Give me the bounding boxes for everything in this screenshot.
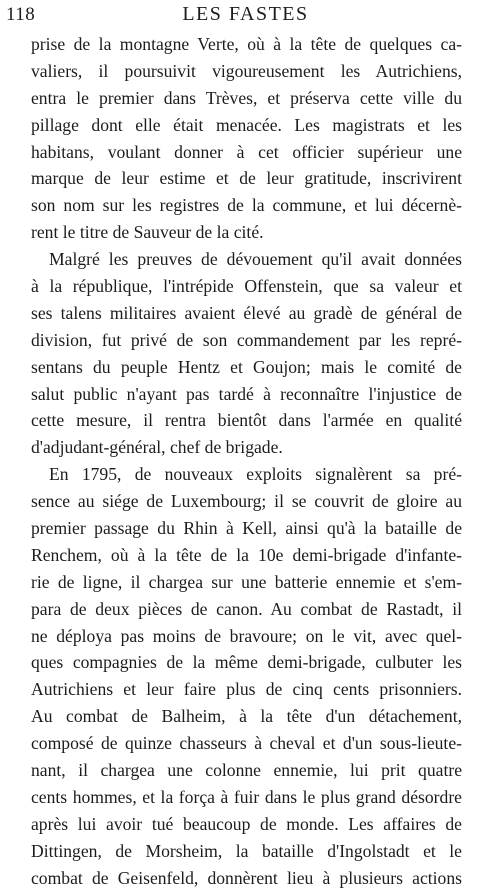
text-line: entra le premier dans Trèves, et préserva cette ville du <box>31 87 462 108</box>
text-line: d'adjudant-général, chef de brigade. <box>31 437 283 458</box>
text-line: à la république, l'intrépide Offenstein, que sa valeur et <box>31 276 462 297</box>
text-line: sence au siége de Luxembourg; il se couvrit de gloire au <box>31 491 462 512</box>
page-number: 118 <box>6 4 36 25</box>
text-line: premier passage du Rhin à Kell, ainsi qu'à la bataille de <box>31 518 462 539</box>
text-line: combat de Geisenfeld, donnèrent lieu à plusieurs actions <box>31 867 462 888</box>
text-line: marque de leur estime et de leur gratitude, inscrivirent <box>31 168 462 189</box>
running-title: LES FASTES <box>182 3 309 25</box>
text-line: division, fut privé de son commandement par les repré- <box>31 329 462 350</box>
text-line: Dittingen, de Morsheim, la bataille d'Ingolstadt et le <box>31 840 462 861</box>
text-line: cette mesure, il rentra bientôt dans l'armée en qualité <box>31 410 462 431</box>
text-line: Au combat de Balheim, à la tête d'un détachement, <box>31 706 462 727</box>
text-line: son nom sur les registres de la commune, et lui décernè- <box>31 195 462 216</box>
text-line: composé de quinze chasseurs à cheval et d'un sous-lieute- <box>31 733 462 754</box>
text-line: salut public n'ayant pas tardé à reconnaître l'injustice de <box>31 383 462 404</box>
text-line: Malgré les preuves de dévouement qu'il avait données <box>49 249 462 270</box>
text-line: En 1795, de nouveaux exploits signalèrent sa pré- <box>49 464 462 485</box>
text-line: cents hommes, et la força à fuir dans le plus grand désordre <box>31 786 462 807</box>
text-line: ne déploya pas moins de bravoure; on le vit, avec quel- <box>31 625 462 646</box>
text-line: Renchem, où à la tête de la 10e demi-brigade d'infante- <box>31 544 462 565</box>
body-text <box>31 31 462 892</box>
text-line: prise de la montagne Verte, où à la tête de quelques ca- <box>31 34 462 54</box>
text-line: habitans, voulant donner à cet officier supérieur une <box>31 141 462 162</box>
text-line: ses talens militaires avaient élevé au gradè de général de <box>31 302 462 323</box>
text-line: sentans du peuple Hentz et Goujon; mais le comité de <box>31 356 462 377</box>
text-line: nant, il chargea une colonne ennemie, lui prit quatre <box>31 760 462 781</box>
page-header <box>0 3 491 29</box>
text-line: para de deux pièces de canon. Au combat de Rastadt, il <box>31 598 462 619</box>
text-line: rie de ligne, il chargea sur une batterie ennemie et s'em- <box>31 571 462 592</box>
text-line: rent le titre de Sauveur de la cité. <box>31 222 264 243</box>
text-line: Autrichiens et leur faire plus de cinq cents prisonniers. <box>31 679 462 700</box>
text-line: valiers, il poursuivit vigoureusement les Autrichiens, <box>31 60 462 81</box>
text-line: après lui avoir tué beaucoup de monde. Les affaires de <box>31 813 462 834</box>
text-line: pillage dont elle était menacée. Les magistrats et les <box>31 114 462 135</box>
text-line: ques compagnies de la même demi-brigade, culbuter les <box>31 652 462 673</box>
